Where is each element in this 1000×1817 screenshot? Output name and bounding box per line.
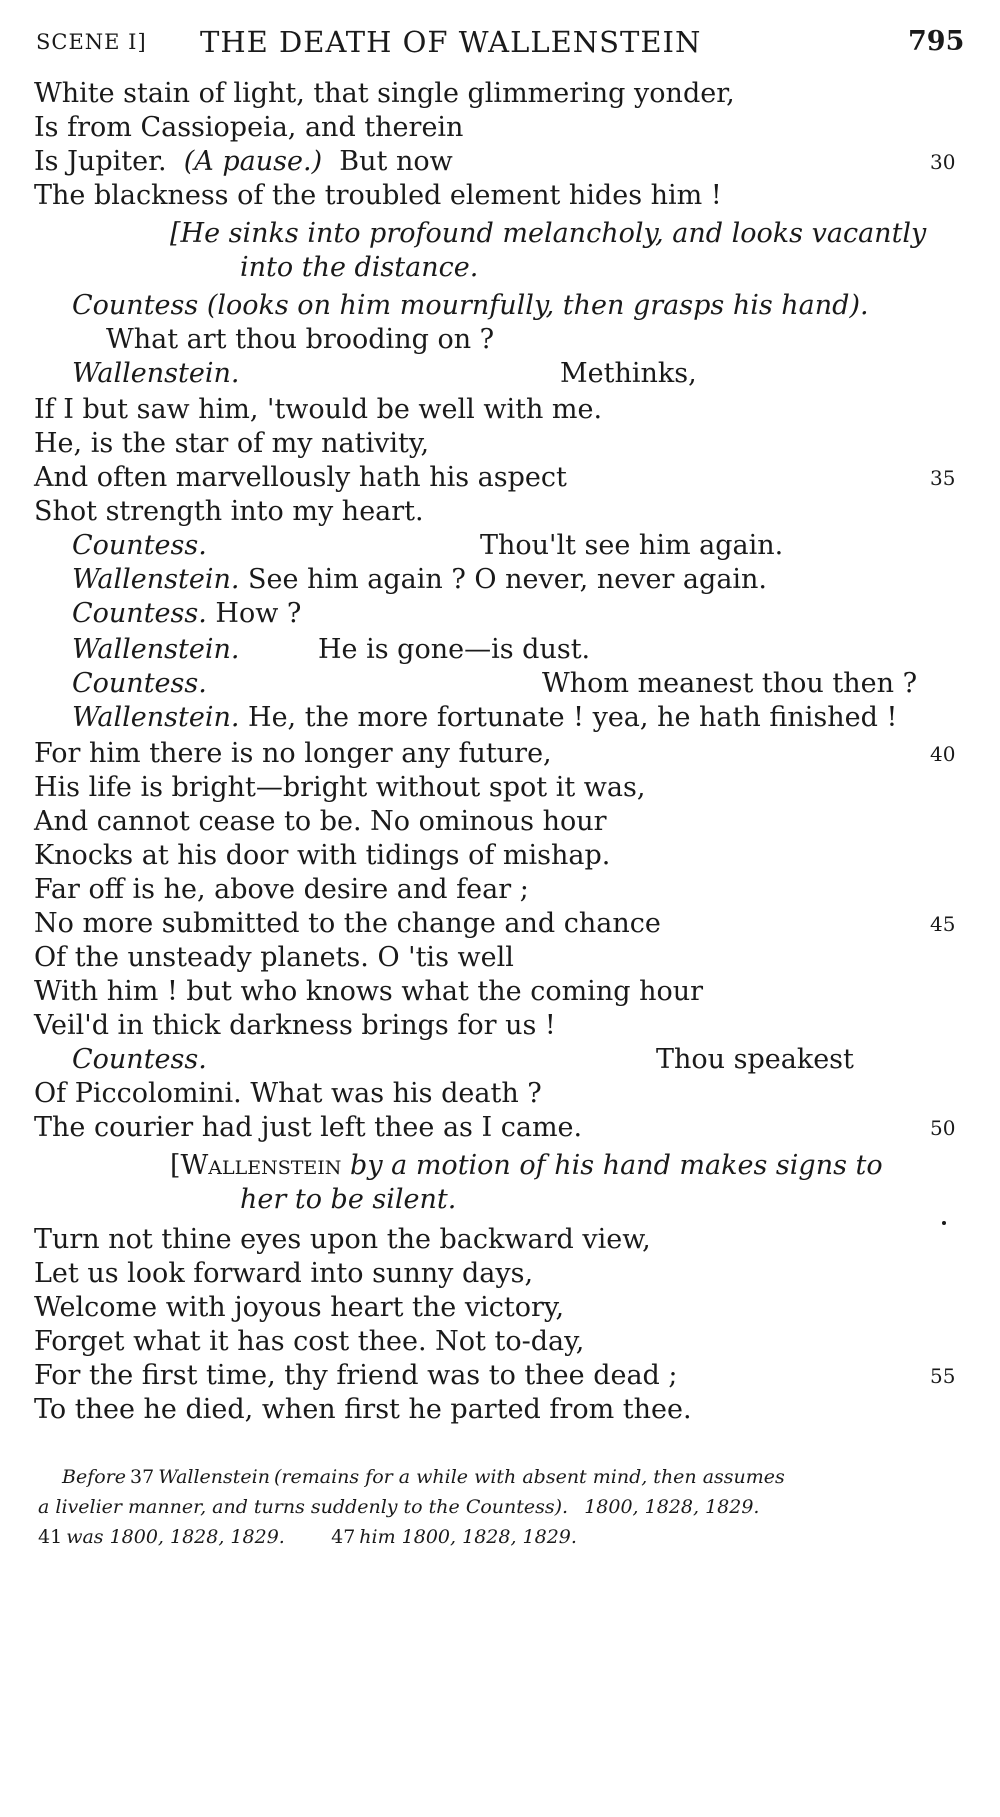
- speaker-name: Countess.: [72, 530, 207, 561]
- verse-line: To thee he died, when first he parted from thee.: [34, 1394, 692, 1425]
- line-number: 45: [930, 912, 956, 936]
- verse-line: Methinks,: [560, 358, 697, 389]
- page-number: 795: [908, 26, 965, 57]
- verse-line: What art thou brooding on ?: [106, 324, 495, 355]
- verse-line: Of Piccolomini. What was his death ?: [34, 1078, 542, 1109]
- speaker-name: Countess.: [72, 668, 207, 699]
- footnote-line: 41 was 1800, 1828, 1829. 47 him 1800, 1828, 1829.: [38, 1526, 577, 1548]
- line-number: 55: [930, 1364, 956, 1388]
- verse-line: Is from Cassiopeia, and therein: [34, 112, 464, 143]
- verse-line: His life is bright—bright without spot it was,: [34, 772, 646, 803]
- speaker-name: Wallenstein.: [72, 358, 240, 389]
- speaker-line: Wallenstein. He, the more fortunate ! yea, he hath finished !: [72, 702, 898, 733]
- line-number: 30: [930, 150, 956, 174]
- verse-line: If I but saw him, 'twould be well with me.: [34, 394, 603, 425]
- verse-line: And cannot cease to be. No ominous hour: [34, 806, 607, 837]
- speaker-name: Countess.: [72, 1044, 207, 1075]
- stage-direction: into the distance.: [240, 252, 479, 283]
- footnote-line: a livelier manner, and turns suddenly to the Countess). 1800, 1828, 1829.: [38, 1496, 760, 1518]
- running-head-title: THE DEATH OF WALLENSTEIN: [200, 25, 702, 59]
- speaker-name: Wallenstein.: [72, 634, 240, 665]
- speaker-line: Countess (looks on him mournfully, then grasps his hand).: [72, 290, 869, 321]
- verse-line: Knocks at his door with tidings of mishap.: [34, 840, 611, 871]
- verse-line: Veil'd in thick darkness brings for us !: [34, 1010, 556, 1041]
- line-number: 50: [930, 1116, 956, 1140]
- verse-line: With him ! but who knows what the coming hour: [34, 976, 704, 1007]
- verse-line: Thou speakest: [656, 1044, 854, 1075]
- verse-line: Let us look forward into sunny days,: [34, 1258, 534, 1289]
- verse-line: For him there is no longer any future,: [34, 738, 552, 769]
- line-number: 40: [930, 742, 956, 766]
- footnote-line: Before 37 Wallenstein (remains for a while with absent mind, then assumes: [62, 1466, 785, 1488]
- verse-line: He, is the star of my nativity,: [34, 428, 430, 459]
- line-number: 35: [930, 466, 956, 490]
- stage-direction: her to be silent.: [240, 1184, 457, 1215]
- ink-speck: [942, 1221, 946, 1225]
- verse-line: Welcome with joyous heart the victory,: [34, 1292, 565, 1323]
- stage-direction: [Wallenstein by a motion of his hand makes signs to: [170, 1150, 883, 1181]
- verse-line: And often marvellously hath his aspect: [34, 462, 567, 493]
- verse-line: Forget what it has cost thee. Not to-day,: [34, 1326, 585, 1357]
- verse-line: He is gone—is dust.: [318, 634, 591, 665]
- verse-line: Of the unsteady planets. O 'tis well: [34, 942, 514, 973]
- stage-direction: [He sinks into profound melancholy, and looks vacantly: [170, 218, 927, 249]
- verse-line: Is Jupiter. (A pause.) But now: [34, 146, 453, 177]
- verse-line: Thou'lt see him again.: [480, 530, 784, 561]
- verse-line: White stain of light, that single glimmering yonder,: [34, 78, 735, 109]
- verse-line: No more submitted to the change and chance: [34, 908, 661, 939]
- verse-line: Far off is he, above desire and fear ;: [34, 874, 529, 905]
- speaker-line: Wallenstein. See him again ? O never, never again.: [72, 564, 768, 595]
- verse-line: For the first time, thy friend was to thee dead ;: [34, 1360, 678, 1391]
- verse-line: Whom meanest thou then ?: [542, 668, 918, 699]
- speaker-line: Countess. How ?: [72, 598, 302, 629]
- running-head-scene: SCENE I]: [36, 30, 147, 54]
- verse-line: Turn not thine eyes upon the backward view,: [34, 1224, 651, 1255]
- verse-line: The courier had just left thee as I came.: [34, 1112, 583, 1143]
- verse-line: The blackness of the troubled element hides him !: [34, 180, 722, 211]
- verse-line: Shot strength into my heart.: [34, 496, 424, 527]
